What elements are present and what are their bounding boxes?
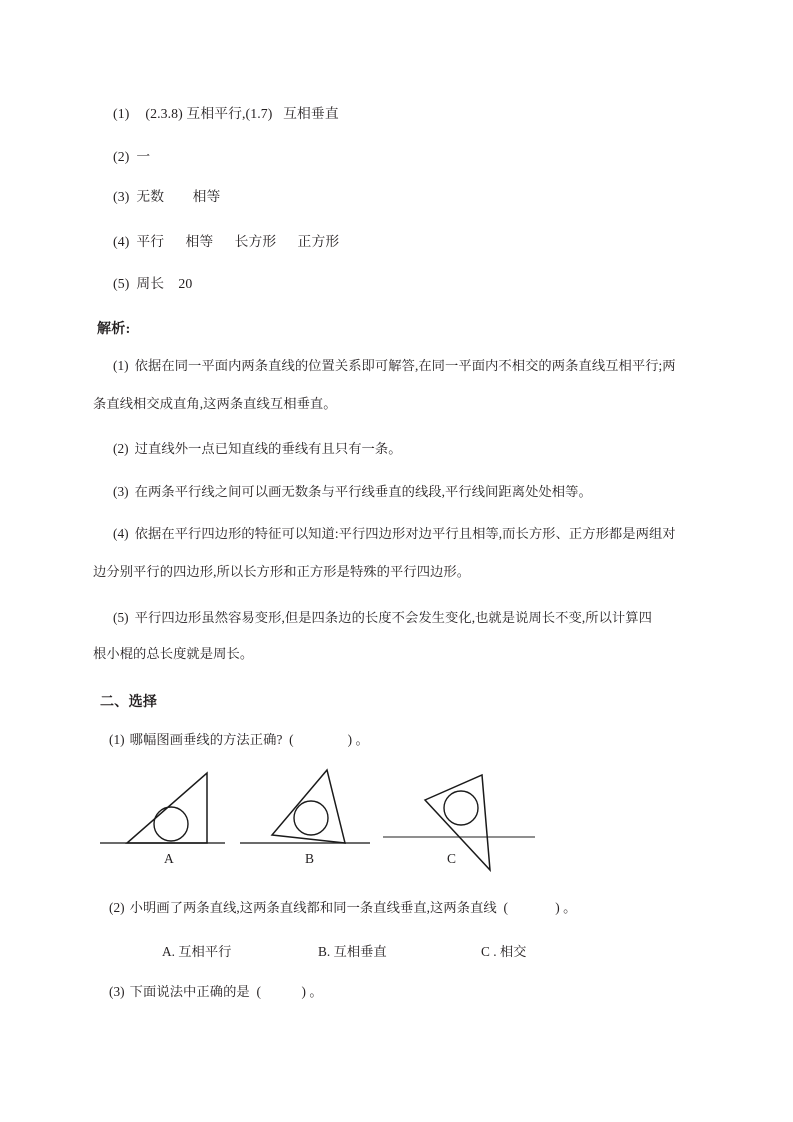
figure-group-question-1 [95, 755, 565, 880]
question-number: (3) [109, 984, 125, 999]
figure-c-triangle [425, 775, 490, 870]
figure-label-c: C [447, 851, 457, 866]
answer-text: 平行 相等 长方形 正方形 [136, 234, 340, 249]
answer-item-1 [113, 105, 339, 124]
answer-item-2 [113, 148, 150, 167]
analysis-heading: 解析: [97, 322, 131, 337]
paragraph-text: 依据在同一平面内两条直线的位置关系即可解答,在同一平面内不相交的两条直线互相平行;两 [134, 358, 676, 373]
analysis-paragraph-4-line-2: 边分别平行的四边形,所以长方形和正方形是特殊的平行四边形。 [93, 564, 471, 579]
question-text: 小明画了两条直线,这两条直线都和同一条直线垂直,这两条直线 ( ) 。 [129, 900, 577, 915]
answer-item-5 [113, 275, 192, 294]
figure-b-triangle [272, 770, 345, 843]
question-2-option-b[interactable]: B. 互相垂直 [318, 944, 387, 959]
answer-item-4 [113, 233, 339, 252]
question-text: 哪幅图画垂线的方法正确? ( ) 。 [129, 732, 369, 747]
paragraph-text: 过直线外一点已知直线的垂线有且只有一条。 [134, 441, 402, 456]
question-3 [109, 983, 323, 1001]
question-text: 下面说法中正确的是 ( ) 。 [129, 984, 323, 999]
paragraph-text: 依据在平行四边形的特征可以知道:平行四边形对边平行且相等,而长方形、正方形都是两组对 [134, 526, 676, 541]
figure-b [240, 770, 370, 843]
paragraph-text: 平行四边形虽然容易变形,但是四条边的长度不会发生变化,也就是说周长不变,所以计算四 [134, 610, 652, 625]
analysis-paragraph-1-line-1 [113, 357, 676, 375]
section-two-heading: 二、选择 [100, 695, 158, 710]
question-1 [109, 731, 369, 749]
paragraph-text: 在两条平行线之间可以画无数条与平行线垂直的线段,平行线间距离处处相等。 [134, 484, 592, 499]
figure-label-b: B [305, 851, 315, 866]
answer-text: (2.3.8) 互相平行,(1.7) 互相垂直 [145, 106, 339, 121]
figure-c [383, 775, 535, 870]
question-number: (2) [109, 900, 125, 915]
paragraph-number: (5) [113, 610, 129, 625]
answer-number: (1) [113, 106, 130, 121]
answer-number: (2) [113, 149, 130, 164]
answer-item-3 [113, 188, 220, 207]
answer-text: 无数 相等 [136, 189, 221, 204]
question-2-option-a[interactable]: A. 互相平行 [162, 944, 232, 959]
answer-text: 一 [136, 149, 151, 164]
answer-number: (3) [113, 189, 130, 204]
figure-b-circle [294, 801, 328, 835]
question-2-option-c[interactable]: C . 相交 [481, 944, 527, 959]
figure-label-a: A [164, 851, 174, 866]
answer-number: (4) [113, 234, 130, 249]
analysis-paragraph-5-line-2: 根小棍的总长度就是周长。 [93, 646, 254, 661]
figure-a [100, 773, 225, 843]
analysis-paragraph-3-line-1 [113, 483, 592, 501]
analysis-paragraph-1-line-2: 条直线相交成直角,这两条直线互相垂直。 [93, 396, 337, 411]
analysis-paragraph-5-line-1 [113, 609, 652, 627]
paragraph-number: (1) [113, 358, 129, 373]
question-number: (1) [109, 732, 125, 747]
analysis-paragraph-4-line-1 [113, 525, 676, 543]
question-2 [109, 899, 576, 917]
paragraph-number: (4) [113, 526, 129, 541]
figure-a-circle [154, 807, 188, 841]
paragraph-number: (2) [113, 441, 129, 456]
answer-number: (5) [113, 276, 130, 291]
analysis-paragraph-2-line-1 [113, 440, 402, 458]
answer-text: 周长 20 [136, 276, 193, 291]
figure-c-circle [444, 791, 478, 825]
paragraph-number: (3) [113, 484, 129, 499]
